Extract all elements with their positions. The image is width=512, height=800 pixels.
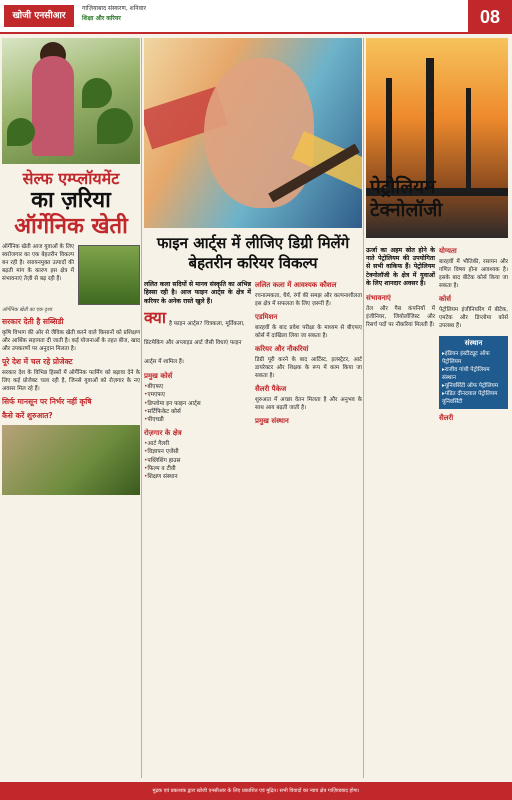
leaf-shape xyxy=(82,78,112,108)
subheading: प्रमुख संस्थान xyxy=(255,417,289,425)
person-shape xyxy=(32,56,74,156)
subheading: ललित कला में आवश्यक कौशल xyxy=(255,281,337,289)
rig-tower-shape xyxy=(466,88,471,188)
list-item: ▸ यूनिवर्सिटी ऑफ पेट्रोलियम xyxy=(442,382,505,390)
subheading: योग्यता xyxy=(439,246,457,255)
page-number: 08 xyxy=(468,0,512,34)
subheading: करियर और नौकरियां xyxy=(255,345,309,353)
course-list xyxy=(144,383,251,424)
body-text: बारहवीं में भौतिकी, रसायन और गणित विषय होना आवश्यक है। इसके बाद बीटेक कोर्स किया जा सकता है। xyxy=(439,258,508,289)
article-headline: फाइन आर्ट्स में लीजिए डिग्री मिलेंगे बेहतरीन करियर विकल्प xyxy=(156,234,350,272)
painting-image xyxy=(144,38,362,228)
leaf-shape xyxy=(97,108,133,144)
date-line: गाज़ियाबाद संस्करण, शनिवार xyxy=(82,5,146,12)
subheading: सैलरी xyxy=(439,413,454,422)
body-text: तेल और गैस कंपनियों में इंजीनियर, जियोलॉजिस्ट और रिसर्च पदों पर नौकरियां मिलती हैं। xyxy=(366,305,435,328)
institutes-box xyxy=(439,336,508,409)
harvest-photo xyxy=(2,425,140,495)
subheading: सरकार देती है सब्सिडी xyxy=(2,316,64,326)
fine-arts-article xyxy=(144,38,362,778)
article-intro: ललित कला सदियों से मानव संस्कृति का अभिन्न हिस्सा रही है। आज फाइन आर्ट्स के क्षेत्र में करियर के अनेक रास्ते खुले हैं। xyxy=(144,281,251,305)
body-text: है फाइन आर्ट्स? चित्रकला, मूर्तिकला, प्रिंटमेकिंग और अप्लाइड आर्ट जैसी विधाएं फाइन आर्ट्स में शामिल हैं। xyxy=(144,321,245,366)
column-divider xyxy=(363,38,364,778)
list-item: ▸ पंडित दीनदयाल पेट्रोलियम यूनिवर्सिटी xyxy=(442,390,505,406)
list-item: • शिक्षण संस्थान xyxy=(144,473,251,481)
list-item: ▸ राजीव गांधी पेट्रोलियम संस्थान xyxy=(442,366,505,382)
subheading: सैलरी पैकेज xyxy=(255,385,287,393)
list-item: • डिप्लोमा इन फाइन आर्ट्स xyxy=(144,400,251,408)
subheading: कोर्स xyxy=(439,294,451,303)
subheading: संभावनाएं xyxy=(366,293,391,302)
field-photo xyxy=(78,245,140,305)
rig-tower-shape xyxy=(386,78,392,188)
list-item: • बीएफए xyxy=(144,383,251,391)
petroleum-article xyxy=(366,38,508,778)
list-item: • एमएफए xyxy=(144,391,251,399)
rig-tower-shape xyxy=(426,58,434,188)
list-item: • सर्टिफिकेट कोर्स xyxy=(144,408,251,416)
body-text: शुरुआत में अच्छा वेतन मिलता है और अनुभव के साथ आय बढ़ती जाती है। xyxy=(255,397,362,411)
farming-photo xyxy=(2,38,140,164)
body-text: बारहवीं के बाद प्रवेश परीक्षा के माध्यम से बीएफए कोर्स में दाखिला लिया जा सकता है। xyxy=(255,325,362,339)
article-headline-1: सेल्फ एम्प्लॉयमेंट xyxy=(22,169,120,188)
institutes-title: संस्थान xyxy=(464,338,483,347)
organic-farming-article xyxy=(2,38,140,778)
subheading: प्रमुख कोर्स xyxy=(144,372,173,381)
article-intro: ऑर्गेनिक खेती आज युवाओं के लिए स्वरोजगार का एक बेहतरीन विकल्प बन रही है। रसायनमुक्त उत्पादों की बढ़ती मांग के कारण इस क्षेत्र में संभावनाएं तेज़ी से बढ़ रही हैं। xyxy=(2,243,74,282)
masthead xyxy=(0,0,512,34)
subheading: कैसे करें शुरुआत? xyxy=(2,410,53,420)
imprint-footer: मुद्रक एवं प्रकाशक द्वारा खोजी एनसीआर के लिए प्रकाशित एवं मुद्रित। सभी विवादों का न्याय क्षेत्र गाज़ियाबाद होगा। xyxy=(0,782,512,800)
leaf-shape xyxy=(7,118,35,146)
article-headline: पेट्रोलियम टेक्नोलॉजी xyxy=(370,176,443,221)
list-item: • विज्ञापन एजेंसी xyxy=(144,448,251,456)
list-item: • पब्लिशिंग हाउस xyxy=(144,457,251,465)
list-item: • आर्ट गैलरी xyxy=(144,440,251,448)
subheading: पूरे देश में चल रहे प्रोजेक्ट xyxy=(2,356,73,366)
subheading: सिर्फ मानसून पर निर्भर नहीं कृषि xyxy=(2,396,92,406)
body-text: कृषि विभाग की ओर से जैविक खेती करने वाले किसानों को प्रशिक्षण और आर्थिक सहायता दी जाती है। कई योजनाओं के तहत बीज, खाद और उपकरणों पर अनुदान मिलता है। xyxy=(2,329,140,352)
drop-word: क्या xyxy=(144,308,166,328)
article-intro: ऊर्जा का अहम स्रोत होने के नाते पेट्रोलियम की उपयोगिता से सभी वाकिफ हैं। पेट्रोलियम टेक्नोलॉजी के क्षेत्र में युवाओं के लिए शानदार अवसर हैं। xyxy=(366,246,435,288)
list-item: ▸ इंडियन इंस्टीट्यूट ऑफ पेट्रोलियम xyxy=(442,350,505,366)
body-text: पेट्रोलियम इंजीनियरिंग में बीटेक, एमटेक और डिप्लोमा कोर्स उपलब्ध हैं। xyxy=(439,306,508,329)
subheading: एडमिशन xyxy=(255,313,278,321)
jobs-list xyxy=(144,440,251,481)
photo-caption: ऑर्गेनिक खेती का एक दृश्य xyxy=(2,306,52,313)
list-item: • पीएचडी xyxy=(144,416,251,424)
body-text: डिग्री पूरी करने के बाद आर्टिस्ट, इलस्ट्रेटर, आर्ट डायरेक्टर और शिक्षक के रूप में काम किया जा सकता है। xyxy=(255,357,362,379)
column-divider xyxy=(141,38,142,778)
list-item: • फिल्म व टीवी xyxy=(144,465,251,473)
section-label: शिक्षा और करियर xyxy=(82,15,121,22)
article-headline-3: ऑर्गेनिक खेती xyxy=(14,213,128,239)
article-headline-2: का ज़रिया xyxy=(31,188,111,214)
brand-logo: खोजी एनसीआर xyxy=(4,5,74,27)
body-text: सरकार देश के विभिन्न हिस्सों में ऑर्गेनिक फार्मिंग को बढ़ावा देने के लिए कई प्रोजेक्ट चला रही है, जिनसे युवाओं को रोज़गार के नए अवसर मिल रहे हैं। xyxy=(2,369,140,392)
subheading: रोज़गार के क्षेत्र xyxy=(144,429,182,438)
body-text: रचनात्मकता, धैर्य, रंगों की समझ और कल्पनाशीलता इस क्षेत्र में सफलता के लिए ज़रूरी हैं। xyxy=(255,293,362,307)
